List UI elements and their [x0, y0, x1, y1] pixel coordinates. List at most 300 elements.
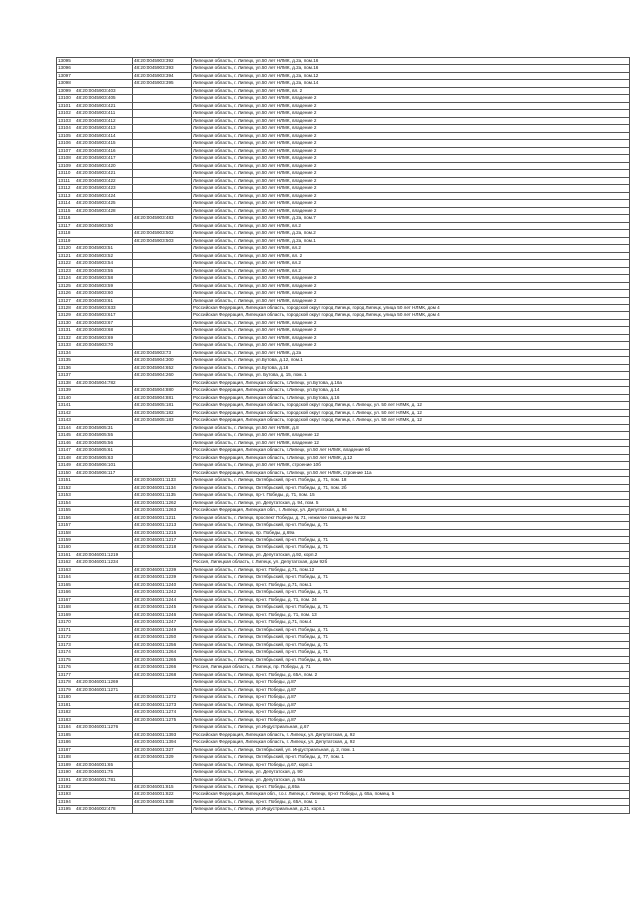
table-row — [57, 537, 630, 544]
premises-number: 48:20:0046001:1265 — [133, 656, 192, 663]
land-parcel-number: 48:20:0045903:61 — [76, 297, 114, 303]
table-row — [57, 611, 630, 618]
land-parcel-number: 48:20:0045903:413 — [76, 125, 116, 131]
address: Липецкая область, г. Липецк, Октябрьский, пр-кт. Победы, д. 65А — [192, 656, 630, 663]
table-row — [57, 499, 630, 506]
table-row — [57, 477, 630, 484]
address: Российская Федерация, Липецкая область, г.Липецк, ул.Бутова, д.16а — [192, 379, 630, 386]
table-row — [57, 95, 630, 102]
table-row — [57, 724, 630, 731]
premises-number: 48:20:0046001:1213 — [133, 522, 192, 529]
premises-number — [133, 192, 192, 199]
address: Липецкая область, г. Липецк, ул.Индустриальная, д.21, корп.1 — [192, 806, 630, 813]
row-number-parcel-cell — [57, 110, 133, 117]
premises-number — [133, 110, 192, 117]
premises-number: 48:20:0045904:652 — [133, 364, 192, 371]
table-row — [57, 641, 630, 648]
land-parcel-number: 48:20:0046001:65 — [76, 761, 114, 767]
address: Липецкая область, г. Липецк, ул. Депутатская, д.92, корп.2 — [192, 551, 630, 558]
table-row — [57, 679, 630, 686]
table-row — [57, 709, 630, 716]
row-number-parcel-cell — [57, 364, 133, 371]
row-number-parcel-cell — [57, 656, 133, 663]
table-row — [57, 140, 630, 147]
address: Липецкая область, г. Липецк, Октябрьский, пр-кт. Победы, д. 71, пом. 2б — [192, 484, 630, 491]
row-number-parcel-cell — [57, 544, 133, 551]
table-row — [57, 245, 630, 252]
address: Липецкая область, г. Липецк, Октябрьский, пр-кт. Победы, д. 71 — [192, 537, 630, 544]
premises-number — [133, 439, 192, 446]
premises-number: 48:20:0045904:260 — [133, 372, 192, 379]
row-number-parcel-cell — [57, 604, 133, 611]
row-number: 13136 — [58, 364, 71, 370]
row-number: 13186 — [58, 739, 71, 745]
premises-number — [133, 447, 192, 454]
row-number-parcel-cell — [57, 207, 133, 214]
row-number-parcel-cell — [57, 462, 133, 469]
table-row — [57, 507, 630, 514]
premises-number: 48:20:0046001:1266 — [133, 664, 192, 671]
address: Липецкая область, г. Липецк, проспект Победы, д. 71, нежилое помещение № 22 — [192, 514, 630, 521]
row-number: 13114 — [58, 200, 71, 206]
row-number: 13173 — [58, 641, 71, 647]
land-parcel-number: 48:20:0046001:1276 — [76, 724, 119, 730]
premises-number: 48:20:0046001:1263 — [133, 507, 192, 514]
land-parcel-number: 48:20:0045903:424 — [76, 192, 116, 198]
land-parcel-number: 48:20:0045905:55 — [76, 432, 114, 438]
row-number: 13174 — [58, 649, 71, 655]
land-parcel-number: 48:20:0045903:50 — [76, 222, 114, 228]
row-number: 13171 — [58, 626, 71, 632]
row-number: 13146 — [58, 439, 71, 445]
row-number: 13184 — [58, 724, 71, 730]
row-number: 13157 — [58, 522, 71, 528]
row-number: 13166 — [58, 589, 71, 595]
premises-number: 48:20:0046001:1393 — [133, 731, 192, 738]
table-row — [57, 222, 630, 229]
table-row — [57, 551, 630, 558]
row-number: 13155 — [58, 507, 71, 513]
row-number: 13117 — [58, 222, 71, 228]
premises-number — [133, 117, 192, 124]
land-parcel-number: 48:20:0045903:51 — [76, 245, 114, 251]
row-number-parcel-cell — [57, 477, 133, 484]
premises-number — [133, 267, 192, 274]
row-number-parcel-cell — [57, 679, 133, 686]
premises-number: 48:20:0046001:1275 — [133, 716, 192, 723]
premises-number — [133, 290, 192, 297]
row-number: 13111 — [58, 177, 71, 183]
address: Липецкая область, г. Липецк, пр-кт Победы, д.87 — [192, 679, 630, 686]
table-row — [57, 364, 630, 371]
row-number-parcel-cell — [57, 132, 133, 139]
row-number-parcel-cell — [57, 581, 133, 588]
premises-number: 48:20:0046001:1256 — [133, 641, 192, 648]
table-row — [57, 626, 630, 633]
address: Липецкая область, г. Липецк, ул.Бутова, д.12, пом.1 — [192, 357, 630, 364]
row-number-parcel-cell — [57, 237, 133, 244]
address: Липецкая область, г. Липецк, Октябрьский, пр-кт. Победы, д. 71 — [192, 604, 630, 611]
row-number-parcel-cell — [57, 80, 133, 87]
row-number: 13103 — [58, 117, 71, 123]
address: Липецкая область, г. Липецк, ул.50 лет НЛМК, д.2а, пом.7 — [192, 215, 630, 222]
row-number: 13150 — [58, 469, 71, 475]
premises-number: 48:20:0046001:1242 — [133, 589, 192, 596]
row-number-parcel-cell — [57, 297, 133, 304]
table-row — [57, 409, 630, 416]
row-number-parcel-cell — [57, 776, 133, 783]
row-number-parcel-cell — [57, 252, 133, 259]
row-number: 13121 — [58, 252, 71, 258]
row-number-parcel-cell — [57, 147, 133, 154]
row-number: 13145 — [58, 432, 71, 438]
row-number: 13193 — [58, 791, 71, 797]
address: Липецкая область, г. Липецк, ул.50 лет НЛМК, д.2а, пом.16 — [192, 58, 630, 65]
address: Липецкая область, г. Липецк, Октябрьский, пр-кт. Победы, д. 71 — [192, 641, 630, 648]
row-number: 13109 — [58, 162, 71, 168]
row-number: 13120 — [58, 245, 71, 251]
row-number-parcel-cell — [57, 671, 133, 678]
premises-number — [133, 297, 192, 304]
premises-number — [133, 334, 192, 341]
address: Липецкая область, г. Липецк, ул.50 лет НЛМК, владение 2 — [192, 170, 630, 177]
land-parcel-number: 48:20:0045903:423 — [76, 185, 116, 191]
address: Российская Федерация, Липецкая обл., г.о.г. Липецк, г. Липецк, пр-кт Победы, д. 65а, помещ. 5 — [192, 791, 630, 798]
table-row — [57, 439, 630, 446]
address: Липецкая область, г. Липецк, ул.50 лет НЛМК, д.2а, пом.14 — [192, 80, 630, 87]
table-row — [57, 87, 630, 94]
land-parcel-number: 48:20:0045906:101 — [76, 462, 116, 468]
table-row — [57, 185, 630, 192]
table-row — [57, 147, 630, 154]
row-number: 13164 — [58, 574, 71, 580]
premises-number: 48:20:0045904:880 — [133, 387, 192, 394]
table-row — [57, 484, 630, 491]
row-number-parcel-cell — [57, 155, 133, 162]
row-number: 13133 — [58, 342, 71, 348]
row-number-parcel-cell — [57, 102, 133, 109]
premises-number: 48:20:0045903:395 — [133, 80, 192, 87]
row-number: 13141 — [58, 402, 71, 408]
address: Российская Федерация, Липецкая обл., г. Липецк, ул. Депутатская, д. 94 — [192, 507, 630, 514]
address: Липецкая область, г. Липецк, ул.50 лет НЛМК, владение 2 — [192, 275, 630, 282]
table-row — [57, 170, 630, 177]
table-row — [57, 162, 630, 169]
row-number-parcel-cell — [57, 230, 133, 237]
property-table — [56, 57, 629, 814]
premises-number — [133, 776, 192, 783]
premises-number — [133, 761, 192, 768]
row-number-parcel-cell — [57, 267, 133, 274]
premises-number: 48:20:0046001:1218 — [133, 544, 192, 551]
table-row — [57, 80, 630, 87]
address: Липецкая область, г. Липецк, ул.50 лет НЛМК, владение 2 — [192, 282, 630, 289]
land-parcel-number: 48:20:0045903:617 — [76, 312, 116, 318]
address: Липецкая область, г. Липецк, пр-кт Победы, д.87 — [192, 701, 630, 708]
row-number: 13183 — [58, 716, 71, 722]
address: Липецкая область, г. Липецк, ул.50 лет НЛМК, владение 2 — [192, 297, 630, 304]
row-number: 13154 — [58, 499, 71, 505]
address: Липецкая область, г. Липецк, ул.Бутова, д.16 — [192, 364, 630, 371]
premises-number: 48:20:0045904:300 — [133, 357, 192, 364]
table-row — [57, 701, 630, 708]
table-row — [57, 806, 630, 813]
row-number-parcel-cell — [57, 694, 133, 701]
row-number-parcel-cell — [57, 304, 133, 311]
row-number: 13104 — [58, 125, 71, 131]
address: Липецкая область, г. Липецк, Октябрьский, пр-кт. Победы, д. 71 — [192, 649, 630, 656]
table-row — [57, 791, 630, 798]
table-row — [57, 769, 630, 776]
premises-number — [133, 162, 192, 169]
premises-number — [133, 551, 192, 558]
address: Липецкая область, г. Липецк, Октябрьский, пр-кт. Победы, д. 71 — [192, 574, 630, 581]
row-number-parcel-cell — [57, 731, 133, 738]
row-number: 13181 — [58, 701, 71, 707]
row-number-parcel-cell — [57, 499, 133, 506]
row-number: 13168 — [58, 604, 71, 610]
row-number: 13178 — [58, 679, 71, 685]
land-parcel-number: 48:20:0046001:75 — [76, 769, 114, 775]
row-number: 13116 — [58, 215, 71, 221]
row-number-parcel-cell — [57, 559, 133, 566]
address: Липецкая область, г. Липецк, ул.50 лет НЛМК, владение 2 — [192, 334, 630, 341]
row-number-parcel-cell — [57, 761, 133, 768]
address: Липецкая область, г. Липецк, ул.50 лет НЛМК, владение 2 — [192, 192, 630, 199]
premises-number — [133, 679, 192, 686]
address: Липецкая область, г. Липецк, ул. Депутатская, д. 90 — [192, 769, 630, 776]
land-parcel-number: 48:20:0045904:782 — [76, 379, 116, 385]
land-parcel-number: 48:20:0045905:61 — [76, 447, 114, 453]
address: Липецкая область, г. Липецк, Октябрьский, пр-кт. Победы, д. 77, пом. 1 — [192, 754, 630, 761]
row-number: 13169 — [58, 611, 71, 617]
table-row — [57, 574, 630, 581]
table-row — [57, 432, 630, 439]
row-number: 13107 — [58, 147, 71, 153]
premises-number — [133, 207, 192, 214]
row-number-parcel-cell — [57, 394, 133, 401]
premises-number — [133, 469, 192, 476]
table-row — [57, 237, 630, 244]
table-row — [57, 649, 630, 656]
premises-number — [133, 222, 192, 229]
premises-number: 48:20:0046001:1268 — [133, 671, 192, 678]
row-number-parcel-cell — [57, 327, 133, 334]
row-number-parcel-cell — [57, 334, 133, 341]
row-number-parcel-cell — [57, 806, 133, 813]
address: Липецкая область, г. Липецк, ул.50 лет НЛМК, вл.2 — [192, 222, 630, 229]
table-row — [57, 65, 630, 72]
row-number: 13180 — [58, 694, 71, 700]
premises-number — [133, 260, 192, 267]
land-parcel-number: 48:20:0045903:67 — [76, 319, 114, 325]
land-parcel-number: 48:20:0046001:781 — [76, 776, 116, 782]
premises-number — [133, 424, 192, 431]
table-row — [57, 402, 630, 409]
table-row — [57, 462, 630, 469]
row-number-parcel-cell — [57, 417, 133, 424]
row-number: 13163 — [58, 566, 71, 572]
row-number: 13135 — [58, 357, 71, 363]
premises-number: 48:20:0045903:483 — [133, 215, 192, 222]
row-number-parcel-cell — [57, 701, 133, 708]
table-row — [57, 207, 630, 214]
row-number: 13191 — [58, 776, 71, 782]
table-row — [57, 58, 630, 65]
address: Липецкая область, г. Липецк, ул.50 лет НЛМК, д.2а, пом.1 — [192, 237, 630, 244]
address: Липецкая область, г. Липецк, ул.50 лет НЛМК, д.2а, пом.16 — [192, 65, 630, 72]
row-number: 13108 — [58, 155, 71, 161]
address: Липецкая область, г. Липецк, Октябрьский, ул. Индустриальная, д. 2, пом. 1 — [192, 746, 630, 753]
premises-number — [133, 245, 192, 252]
table-row — [57, 634, 630, 641]
address: Липецкая область, г. Липецк, ул.50 лет НЛМК, владение 2 — [192, 327, 630, 334]
premises-number: 48:20:0046001:815 — [133, 783, 192, 790]
row-number: 13162 — [58, 559, 71, 565]
row-number: 13131 — [58, 327, 71, 333]
table-row — [57, 529, 630, 536]
table-row — [57, 664, 630, 671]
land-parcel-number: 48:20:0045903:416 — [76, 147, 116, 153]
premises-number: 48:20:0046001:329 — [133, 754, 192, 761]
premises-number — [133, 319, 192, 326]
address: Россия, Липецкая область, г. Липецк, ул. Депутатская, дом 92б — [192, 559, 630, 566]
row-number-parcel-cell — [57, 641, 133, 648]
address: Липецкая область, г. Липецк, пр-кт. Победы, д.71, пом.1 — [192, 581, 630, 588]
row-number-parcel-cell — [57, 282, 133, 289]
land-parcel-number: 48:20:0045903:70 — [76, 342, 114, 348]
premises-number — [133, 312, 192, 319]
row-number: 13129 — [58, 312, 71, 318]
table-row — [57, 215, 630, 222]
row-number: 13097 — [58, 72, 71, 78]
table-row — [57, 469, 630, 476]
premises-number: 48:20:0046001:1247 — [133, 619, 192, 626]
row-number-parcel-cell — [57, 529, 133, 536]
table-row — [57, 372, 630, 379]
address: Липецкая область, г. Липецк, пр-кт Победы, д.87 — [192, 716, 630, 723]
row-number-parcel-cell — [57, 447, 133, 454]
address: Липецкая область, г. Липецк, ул.50 лет НЛМК, владение 2 — [192, 200, 630, 207]
premises-number: 48:20:0046001:1272 — [133, 694, 192, 701]
row-number: 13147 — [58, 447, 71, 453]
row-number: 13101 — [58, 102, 71, 108]
row-number-parcel-cell — [57, 589, 133, 596]
table-row — [57, 275, 630, 282]
table-row — [57, 379, 630, 386]
table-row — [57, 754, 630, 761]
row-number: 13106 — [58, 140, 71, 146]
row-number-parcel-cell — [57, 791, 133, 798]
land-parcel-number: 48:20:0045903:420 — [76, 162, 116, 168]
row-number-parcel-cell — [57, 140, 133, 147]
table-row — [57, 776, 630, 783]
address: Липецкая область, г. Липецк, ул.50 лет НЛМК, владение 2 — [192, 95, 630, 102]
address: Липецкая область, г. Липецк, ул.50 лет НЛМК, владение 2 — [192, 319, 630, 326]
land-parcel-number: 48:20:0046001:1219 — [76, 551, 119, 557]
address: Липецкая область, г. Липецк, ул.50 лет НЛМК, владение 2 — [192, 117, 630, 124]
land-parcel-number: 48:20:0046002:478 — [76, 806, 116, 812]
table-row — [57, 589, 630, 596]
land-parcel-number: 48:20:0045903:60 — [76, 290, 114, 296]
land-parcel-number: 48:20:0045903:411 — [76, 110, 116, 116]
premises-number: 48:20:0046001:1133 — [133, 477, 192, 484]
address: Липецкая область, г. Липецк, ул.50 лет НЛМК, владение 2 — [192, 110, 630, 117]
premises-number — [133, 282, 192, 289]
row-number-parcel-cell — [57, 424, 133, 431]
land-parcel-number: 48:20:0045903:422 — [76, 177, 116, 183]
table-row — [57, 394, 630, 401]
row-number: 13188 — [58, 754, 71, 760]
row-number: 13125 — [58, 282, 71, 288]
row-number-parcel-cell — [57, 312, 133, 319]
address: Липецкая область, г. Липецк, пр. Победы, д.69а — [192, 529, 630, 536]
premises-number: 48:20:0046001:1246 — [133, 611, 192, 618]
row-number: 13132 — [58, 334, 71, 340]
address: Липецкая область, г. Липецк, ул.50 лет НЛМК, д.2а — [192, 349, 630, 356]
address: Липецкая область, г. Липецк, ул.50 лет НЛМК, вл. 2 — [192, 87, 630, 94]
row-number: 13143 — [58, 417, 71, 423]
row-number: 13153 — [58, 492, 71, 498]
row-number: 13194 — [58, 798, 71, 804]
premises-number: 48:20:0046001:1239 — [133, 574, 192, 581]
table-row — [57, 357, 630, 364]
land-parcel-number: 48:20:0046001:1271 — [76, 686, 119, 692]
row-number-parcel-cell — [57, 260, 133, 267]
premises-number — [133, 769, 192, 776]
premises-number: 48:20:0045904:881 — [133, 394, 192, 401]
land-parcel-number: 48:20:0045903:68 — [76, 327, 114, 333]
address: Липецкая область, г. Липецк, пр-кт. Победы, д.71, пом.12 — [192, 566, 630, 573]
land-parcel-number: 48:20:0045906:117 — [76, 469, 116, 475]
address: Липецкая область, г. Липецк, ул.50 лет НЛМК, владение 12 — [192, 439, 630, 446]
row-number: 13122 — [58, 260, 71, 266]
premises-number — [133, 252, 192, 259]
row-number-parcel-cell — [57, 769, 133, 776]
row-number-parcel-cell — [57, 72, 133, 79]
row-number: 13148 — [58, 454, 71, 460]
row-number: 13140 — [58, 394, 71, 400]
row-number: 13096 — [58, 65, 71, 71]
table-row — [57, 192, 630, 199]
table-row — [57, 260, 630, 267]
address: Липецкая область, г. Липецк, ул.50 лет НЛМК, владение 2 — [192, 125, 630, 132]
address: Липецкая область, г. Липецк, ул. Депутатская, д. 94а — [192, 776, 630, 783]
row-number-parcel-cell — [57, 619, 133, 626]
table-row — [57, 155, 630, 162]
land-parcel-number: 48:20:0045903:414 — [76, 132, 116, 138]
table-row — [57, 581, 630, 588]
premises-number: 48:20:0046001:1239 — [133, 566, 192, 573]
table-row — [57, 604, 630, 611]
address: Липецкая область, г. Липецк, пр-кт. Победы, д. 71, пом. 13 — [192, 611, 630, 618]
row-number: 13179 — [58, 686, 71, 692]
row-number: 13182 — [58, 709, 71, 715]
row-number-parcel-cell — [57, 469, 133, 476]
land-parcel-number: 48:20:0045903:52 — [76, 252, 114, 258]
table-row — [57, 117, 630, 124]
premises-number — [133, 724, 192, 731]
premises-number — [133, 379, 192, 386]
table-row — [57, 387, 630, 394]
row-number: 13144 — [58, 424, 71, 430]
row-number-parcel-cell — [57, 798, 133, 805]
land-parcel-number: 48:20:0046001:1234 — [76, 559, 119, 565]
row-number-parcel-cell — [57, 409, 133, 416]
row-number-parcel-cell — [57, 342, 133, 349]
premises-number: 48:20:0045905:182 — [133, 409, 192, 416]
address: Российская Федерация, Липецкая область, г.Липецк, ул.Бутова, д.16 — [192, 394, 630, 401]
